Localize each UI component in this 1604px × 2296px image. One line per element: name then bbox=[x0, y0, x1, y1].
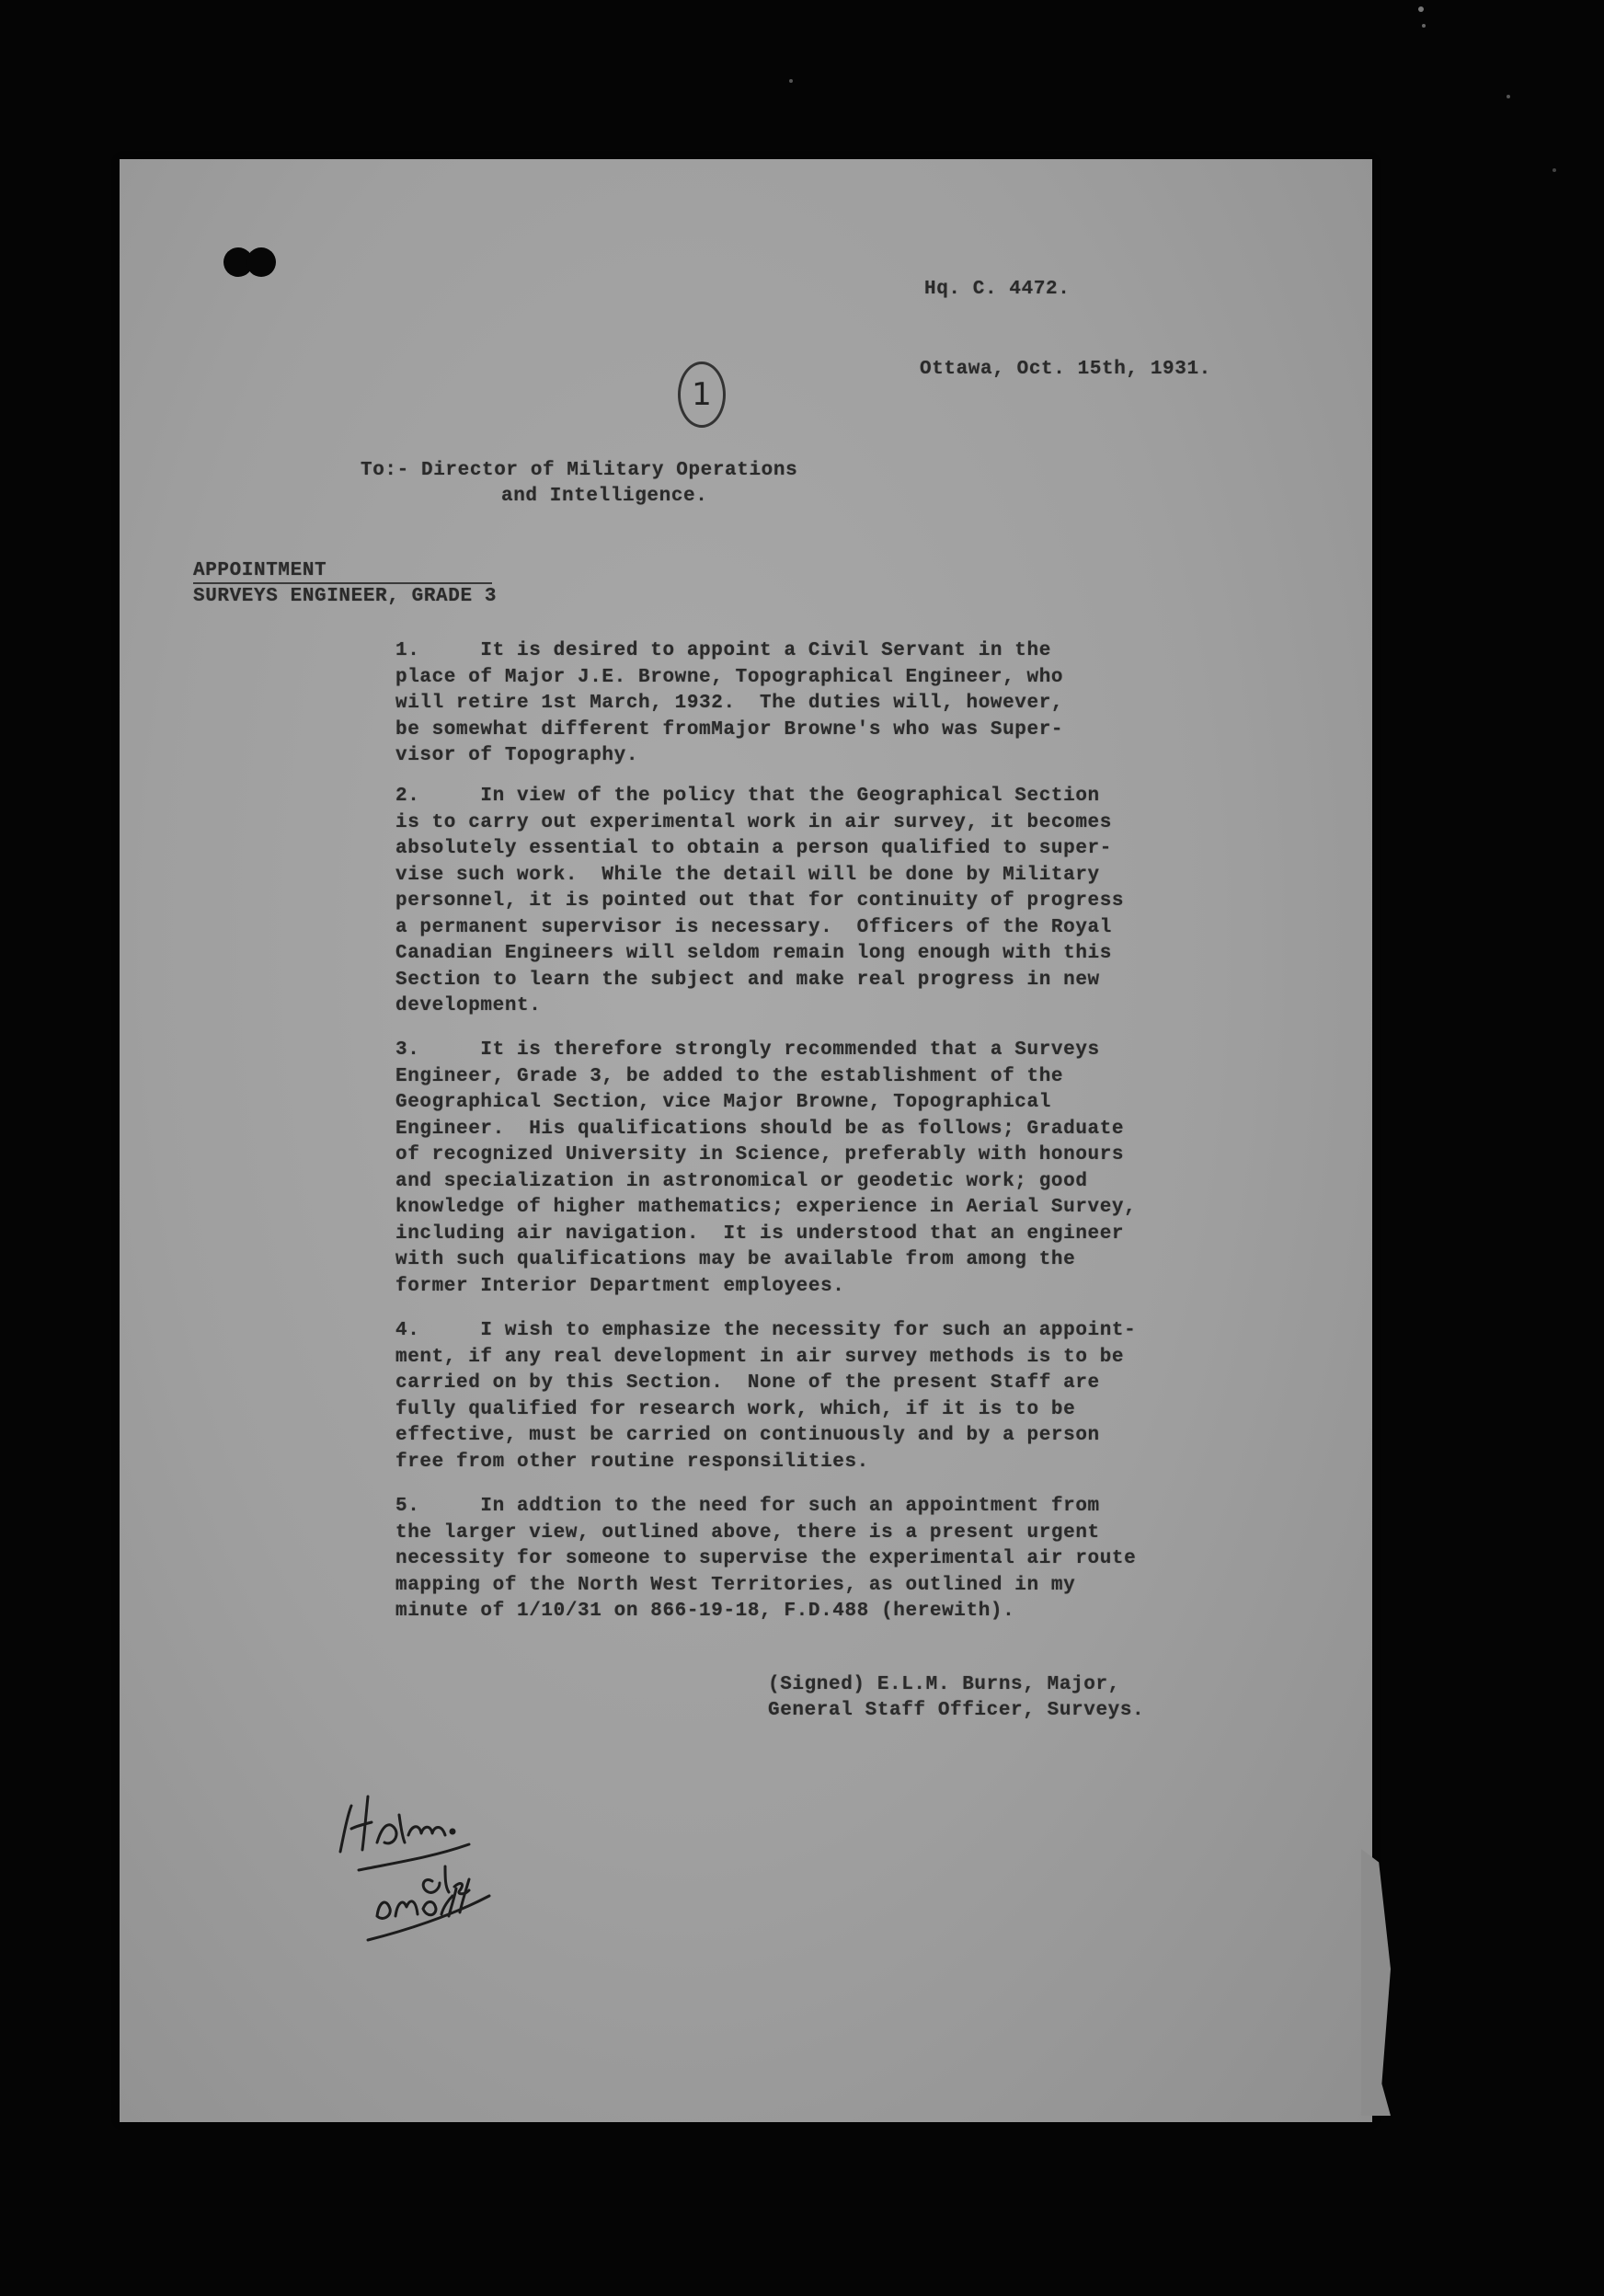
text-line: with such qualifications may be available from among the bbox=[395, 1249, 1076, 1270]
text-line: Canadian Engineers will seldom remain long enough with this bbox=[395, 943, 1112, 964]
text-line: fully qualified for research work, which, if it is to be bbox=[395, 1398, 1076, 1420]
subject-heading: APPOINTMENT bbox=[193, 560, 327, 581]
punch-hole bbox=[246, 247, 276, 277]
paragraph-5 bbox=[395, 1494, 1352, 1625]
text-line: 5. In addtion to the need for such an appointment from bbox=[395, 1496, 1100, 1517]
text-line: place of Major J.E. Browne, Topographical Engineer, who bbox=[395, 666, 1064, 688]
addressee-line: and Intelligence. bbox=[501, 486, 708, 507]
text-line: carried on by this Section. None of the present Staff are bbox=[395, 1372, 1100, 1394]
paragraph-3 bbox=[395, 1038, 1352, 1300]
text-line: free from other routine responsilities. bbox=[395, 1451, 869, 1473]
text-line: personnel, it is pointed out that for continuity of progress bbox=[395, 890, 1125, 912]
text-line: visor of Topography. bbox=[395, 745, 639, 766]
text-line: including air navigation. It is understood that an engineer bbox=[395, 1223, 1125, 1245]
handwritten-annotation bbox=[331, 1778, 552, 1953]
dust-speck bbox=[1422, 24, 1426, 28]
signature-line: General Staff Officer, Surveys. bbox=[768, 1700, 1145, 1721]
text-line: Section to learn the subject and make real progress in new bbox=[395, 969, 1100, 991]
text-line: development. bbox=[395, 995, 542, 1016]
file-reference: Hq. C. 4472. bbox=[924, 279, 1071, 300]
dust-speck bbox=[1418, 6, 1424, 12]
paragraph-2 bbox=[395, 784, 1352, 1020]
addressee-line: To:- Director of Military Operations bbox=[361, 460, 798, 481]
paragraph-1 bbox=[395, 638, 1352, 770]
dust-speck bbox=[1552, 168, 1556, 172]
text-line: be somewhat different fromMajor Browne's who was Super- bbox=[395, 718, 1064, 740]
place-date: Ottawa, Oct. 15th, 1931. bbox=[920, 359, 1211, 380]
text-line: will retire 1st March, 1932. The duties will, however, bbox=[395, 693, 1064, 714]
text-line: and specialization in astronomical or geodetic work; good bbox=[395, 1170, 1088, 1192]
text-line: Engineer, Grade 3, be added to the establishment of the bbox=[395, 1065, 1064, 1087]
folio-number: 1 bbox=[692, 376, 712, 413]
paragraph-4 bbox=[395, 1318, 1352, 1475]
text-line: 2. In view of the policy that the Geographical Section bbox=[395, 786, 1100, 807]
text-line: 4. I wish to emphasize the necessity for such an appoint- bbox=[395, 1320, 1137, 1341]
subject-heading: SURVEYS ENGINEER, GRADE 3 bbox=[193, 586, 498, 607]
text-line: Engineer. His qualifications should be as follows; Graduate bbox=[395, 1118, 1125, 1140]
text-line: former Interior Department employees. bbox=[395, 1275, 845, 1297]
dust-speck bbox=[1507, 95, 1510, 98]
text-line: is to carry out experimental work in air survey, it becomes bbox=[395, 811, 1112, 833]
text-line: effective, must be carried on continuously and by a person bbox=[395, 1425, 1100, 1446]
text-line: minute of 1/10/31 on 866-19-18, F.D.488 (herewith). bbox=[395, 1601, 1015, 1622]
text-line: knowledge of higher mathematics; experience in Aerial Survey, bbox=[395, 1197, 1137, 1218]
text-line: vise such work. While the detail will be done by Military bbox=[395, 864, 1100, 886]
text-line: Geographical Section, vice Major Browne, Topographical bbox=[395, 1092, 1051, 1113]
text-line: 3. It is therefore strongly recommended that a Surveys bbox=[395, 1039, 1100, 1061]
text-line: ment, if any real development in air survey methods is to be bbox=[395, 1346, 1125, 1368]
text-line: absolutely essential to obtain a person qualified to super- bbox=[395, 838, 1112, 859]
folio-stamp bbox=[678, 362, 726, 428]
text-line: necessity for someone to supervise the experimental air route bbox=[395, 1548, 1137, 1569]
text-line: the larger view, outlined above, there is a present urgent bbox=[395, 1521, 1100, 1544]
signature-line: (Signed) E.L.M. Burns, Major, bbox=[768, 1674, 1120, 1695]
text-line: a permanent supervisor is necessary. Officers of the Royal bbox=[395, 916, 1112, 938]
text-line: mapping of the North West Territories, as outlined in my bbox=[395, 1574, 1076, 1596]
text-line: of recognized University in Science, preferably with honours bbox=[395, 1144, 1125, 1165]
text-line: 1. It is desired to appoint a Civil Servant in the bbox=[395, 640, 1051, 661]
dust-speck bbox=[789, 79, 793, 83]
document-page bbox=[120, 159, 1372, 2122]
